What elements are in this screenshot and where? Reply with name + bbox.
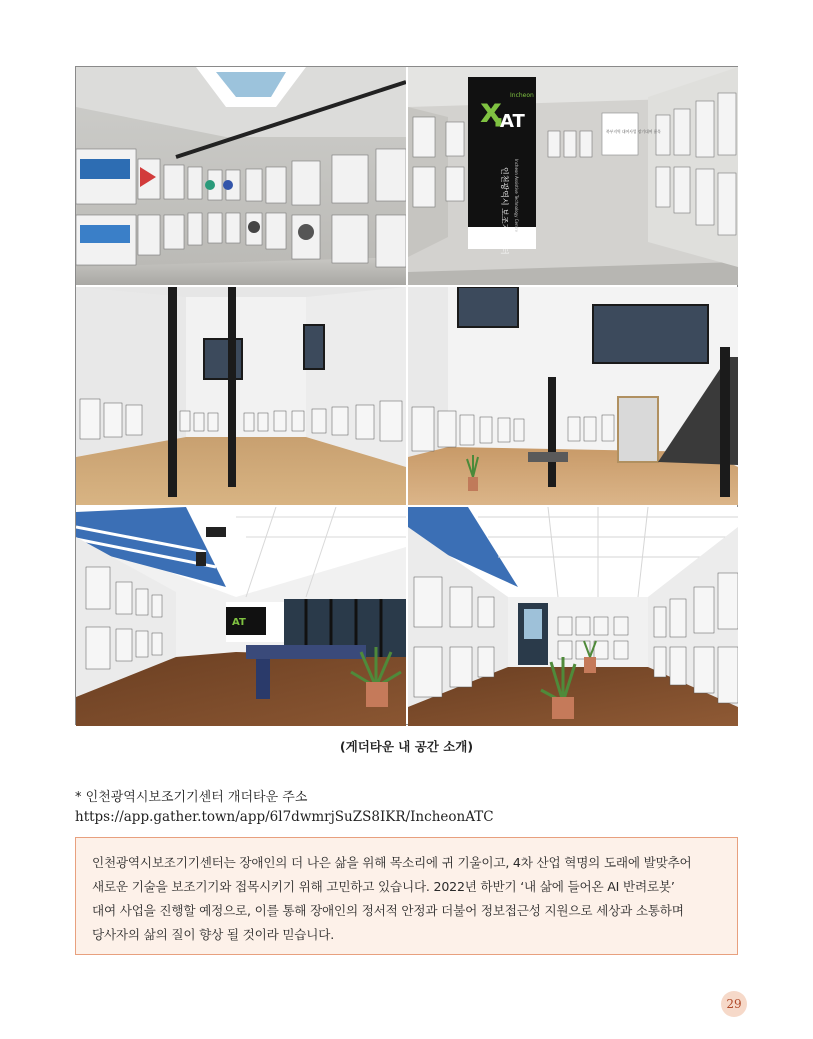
sign-badge-text: Incheon xyxy=(510,92,534,99)
at-logo-mark: ҳ xyxy=(480,91,502,131)
sign-subtitle-text: Incheon Assistive Technology Centre xyxy=(514,159,519,233)
info-line: 인천광역시보조기기센터는 장애인의 더 나은 삶을 위해 목소리에 귀 기울이고, 4차 산업 혁명의 도래에 발맞추어 xyxy=(92,855,692,870)
info-line: 대여 사업을 진행할 예정으로, 이를 통해 장애인의 정서적 안정과 더불어 정보접근성 지원으로 세상과 소통하며 xyxy=(92,903,684,918)
gallery-grid xyxy=(75,66,738,725)
at-logo-text: AT xyxy=(500,111,525,132)
info-callout-text xyxy=(92,851,721,947)
photo-gallery-hall-1 xyxy=(76,67,406,285)
photo-gallery-hall-3 xyxy=(76,287,406,505)
figure-caption: (게더타운 내 공간 소개) xyxy=(339,739,474,754)
photo-gallery-hall-4 xyxy=(408,287,738,505)
page-number: 29 xyxy=(721,991,747,1017)
at-logo-small: AT xyxy=(232,617,246,628)
gather-town-url[interactable]: https://app.gather.town/app/6l7dwmrjSuZS8IKR/IncheonATC xyxy=(75,809,494,825)
info-line: 새로운 기술을 보조기기와 접목시키기 위해 고민하고 있습니다. 2022년 하반기 ‘내 삶에 들어온 AI 반려로봇’ xyxy=(92,879,675,894)
info-line: 당사자의 삶의 질이 향상 될 것이라 믿습니다. xyxy=(92,927,335,942)
side-panel-text: 북부지역 대여사업 장기대여 품목 xyxy=(606,129,661,134)
photo-gallery-hall-5 xyxy=(76,507,406,726)
photo-gallery-hall-2 xyxy=(408,67,738,285)
info-callout-box xyxy=(75,837,738,955)
sign-title-text: 인천광역시 보조기기센터 xyxy=(500,167,509,255)
gather-town-address-label: * 인천광역시보조기기센터 개더타운 주소 xyxy=(75,790,308,805)
photo-gallery-hall-6 xyxy=(408,507,738,726)
